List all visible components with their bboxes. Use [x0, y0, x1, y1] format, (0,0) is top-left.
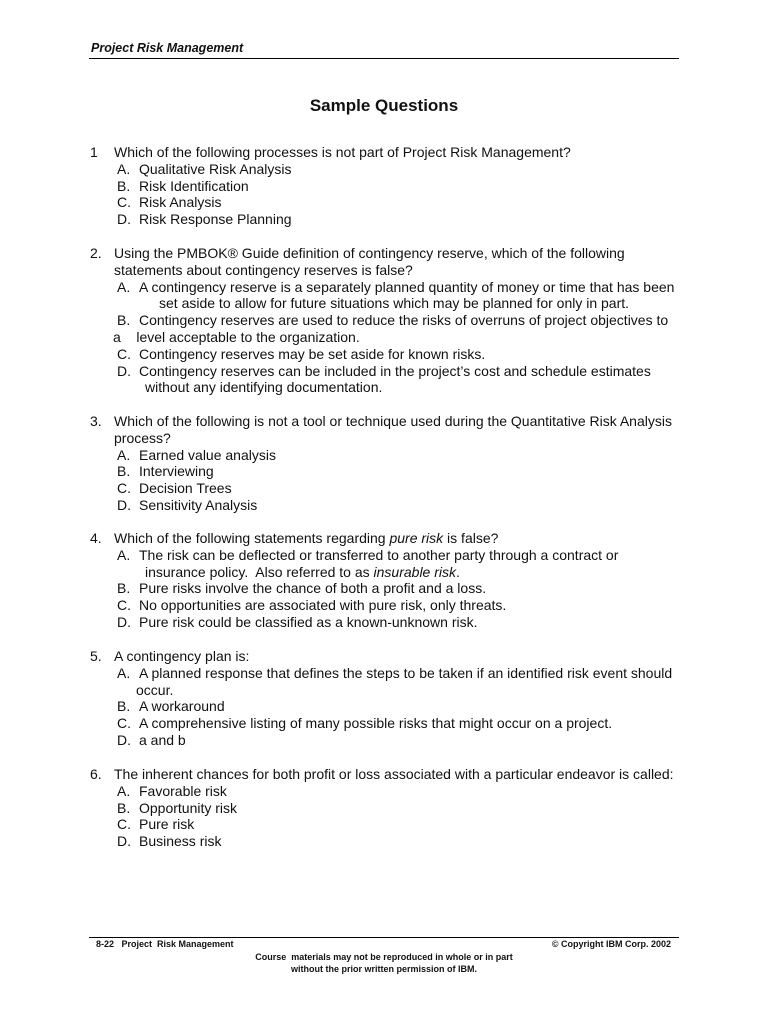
option-text: Interviewing	[139, 463, 214, 480]
option-text: Contingency reserves may be set aside for known risks.	[139, 345, 486, 362]
option-d	[117, 732, 690, 749]
question-2	[90, 245, 690, 396]
option-letter: D.	[117, 211, 131, 228]
option-list	[90, 665, 690, 749]
option-text: A comprehensive listing of many possible risks that might occur on a project.	[139, 715, 613, 732]
option-b	[117, 178, 690, 195]
option-text: Risk Response Planning	[139, 211, 292, 228]
option-text-part: insurance policy. Also referred to as	[145, 563, 374, 580]
option-letter: B.	[117, 312, 131, 329]
question-stem	[90, 144, 690, 161]
question-text: A contingency plan is:	[114, 648, 250, 664]
option-letter: B.	[117, 799, 131, 816]
question-3	[90, 413, 690, 514]
question-stem	[90, 413, 690, 447]
footer-notice-line: without the prior written permission of IBM.	[291, 964, 477, 974]
option-letter: D.	[117, 731, 131, 748]
option-letter: C.	[117, 194, 131, 211]
option-text-continued: without any identifying documentation.	[145, 379, 383, 396]
option-letter: D.	[117, 362, 131, 379]
option-a	[117, 161, 690, 178]
option-list	[90, 447, 690, 514]
option-letter: B.	[117, 177, 131, 194]
option-c	[117, 597, 690, 614]
option-text-emphasis: insurable risk	[373, 563, 457, 580]
option-letter: A.	[117, 160, 131, 177]
question-text: Which of the following statements regarding	[114, 530, 390, 546]
footer-divider	[89, 937, 679, 938]
option-c	[117, 816, 690, 833]
option-text: Pure risk could be classified as a known-unknown risk.	[139, 613, 478, 630]
option-d	[117, 363, 690, 397]
question-1	[90, 144, 690, 228]
option-a	[117, 279, 690, 313]
option-text: Decision Trees	[139, 480, 232, 497]
question-text: The inherent chances for both profit or loss associated with a particular endeavor is called:	[114, 766, 674, 782]
option-letter: D.	[117, 496, 131, 513]
option-text: A planned response that defines the steps to be taken if an identified risk event should	[139, 664, 673, 681]
question-text: Which of the following is not a tool or technique used during the Quantitative Risk Analysis	[114, 413, 672, 429]
footer-notice-line: Course materials may not be reproduced in whole or in part	[255, 952, 513, 962]
question-4	[90, 530, 690, 631]
option-text: Qualitative Risk Analysis	[139, 160, 292, 177]
question-5	[90, 648, 690, 749]
option-letter: B.	[117, 698, 131, 715]
question-text: Using the PMBOK® Guide definition of contingency reserve, which of the following	[114, 245, 625, 261]
option-letter: A.	[117, 782, 131, 799]
question-number: 6.	[90, 766, 102, 782]
question-number: 2.	[90, 245, 102, 261]
question-number: 3.	[90, 413, 102, 429]
footer-notice	[0, 951, 768, 975]
option-letter: A.	[117, 278, 131, 295]
option-a	[117, 447, 690, 464]
footer-copyright: © Copyright IBM Corp. 2002	[551, 939, 671, 949]
option-c	[117, 194, 690, 211]
question-stem	[90, 530, 690, 547]
question-number: 4.	[90, 530, 102, 546]
option-letter: B.	[117, 463, 131, 480]
option-text: Favorable risk	[139, 782, 227, 799]
option-text: Contingency reserves are used to reduce the risks of overruns of project objectives to	[139, 312, 669, 329]
option-text-continued	[139, 564, 690, 581]
option-list	[90, 783, 690, 850]
option-letter: A.	[117, 664, 131, 681]
option-c	[117, 480, 690, 497]
question-text-continued: process?	[114, 429, 171, 446]
option-list	[90, 279, 690, 397]
option-text-continued: set aside to allow for future situations which may be planned for only in part.	[159, 295, 630, 312]
option-text: A workaround	[139, 698, 225, 715]
option-text: Pure risks involve the chance of both a profit and a loss.	[139, 580, 487, 597]
option-list	[90, 547, 690, 631]
question-text-end: is false?	[443, 530, 499, 546]
option-b	[113, 312, 690, 346]
option-letter: C.	[117, 715, 131, 732]
option-letter: B.	[117, 580, 131, 597]
running-header: Project Risk Management	[91, 41, 244, 55]
question-text: Which of the following processes is not part of Project Risk Management?	[114, 144, 571, 160]
option-text: a and b	[139, 731, 186, 748]
option-text: Business risk	[139, 833, 222, 850]
option-text: The risk can be deflected or transferred to another party through a contract or	[139, 546, 619, 563]
option-text-end: .	[456, 563, 460, 580]
option-a	[117, 547, 690, 581]
option-text-continued: a level acceptable to the organization.	[113, 328, 360, 345]
option-letter: C.	[117, 597, 131, 614]
question-6	[90, 766, 690, 850]
option-b	[117, 580, 690, 597]
option-letter: C.	[117, 816, 131, 833]
option-a	[117, 783, 690, 800]
option-d	[117, 614, 690, 631]
page-title: Sample Questions	[309, 96, 459, 115]
option-text: Earned value analysis	[139, 446, 276, 463]
question-stem	[90, 766, 690, 783]
option-a	[117, 665, 690, 699]
question-text-emphasis: pure risk	[389, 530, 444, 546]
question-stem	[90, 245, 690, 279]
option-c	[117, 715, 690, 732]
option-letter: C.	[117, 345, 131, 362]
option-text: Contingency reserves can be included in the project’s cost and schedule estimates	[139, 362, 651, 379]
option-text-continued: occur.	[136, 681, 174, 698]
option-text: Pure risk	[139, 816, 195, 833]
question-number: 1	[90, 144, 98, 160]
question-number: 5.	[90, 648, 102, 664]
option-d	[117, 497, 690, 514]
option-text: Risk Identification	[139, 177, 249, 194]
option-d	[117, 833, 690, 850]
option-list	[90, 161, 690, 228]
option-letter: A.	[117, 546, 131, 563]
option-text: Risk Analysis	[139, 194, 222, 211]
option-c	[117, 346, 690, 363]
option-text: A contingency reserve is a separately planned quantity of money or time that has been	[139, 278, 675, 295]
option-b	[117, 800, 690, 817]
option-letter: D.	[117, 833, 131, 850]
option-d	[117, 211, 690, 228]
question-text-continued: statements about contingency reserves is false?	[114, 261, 413, 278]
option-letter: D.	[117, 613, 131, 630]
option-text: Sensitivity Analysis	[139, 496, 258, 513]
option-text: No opportunities are associated with pure risk, only threats.	[139, 597, 507, 614]
option-b	[117, 698, 690, 715]
option-text: Opportunity risk	[139, 799, 238, 816]
option-letter: C.	[117, 480, 131, 497]
option-b	[117, 463, 690, 480]
option-letter: A.	[117, 446, 131, 463]
question-stem	[90, 648, 690, 665]
footer-page-label: 8-22 Project Risk Management	[96, 939, 234, 949]
header-divider	[89, 58, 679, 59]
